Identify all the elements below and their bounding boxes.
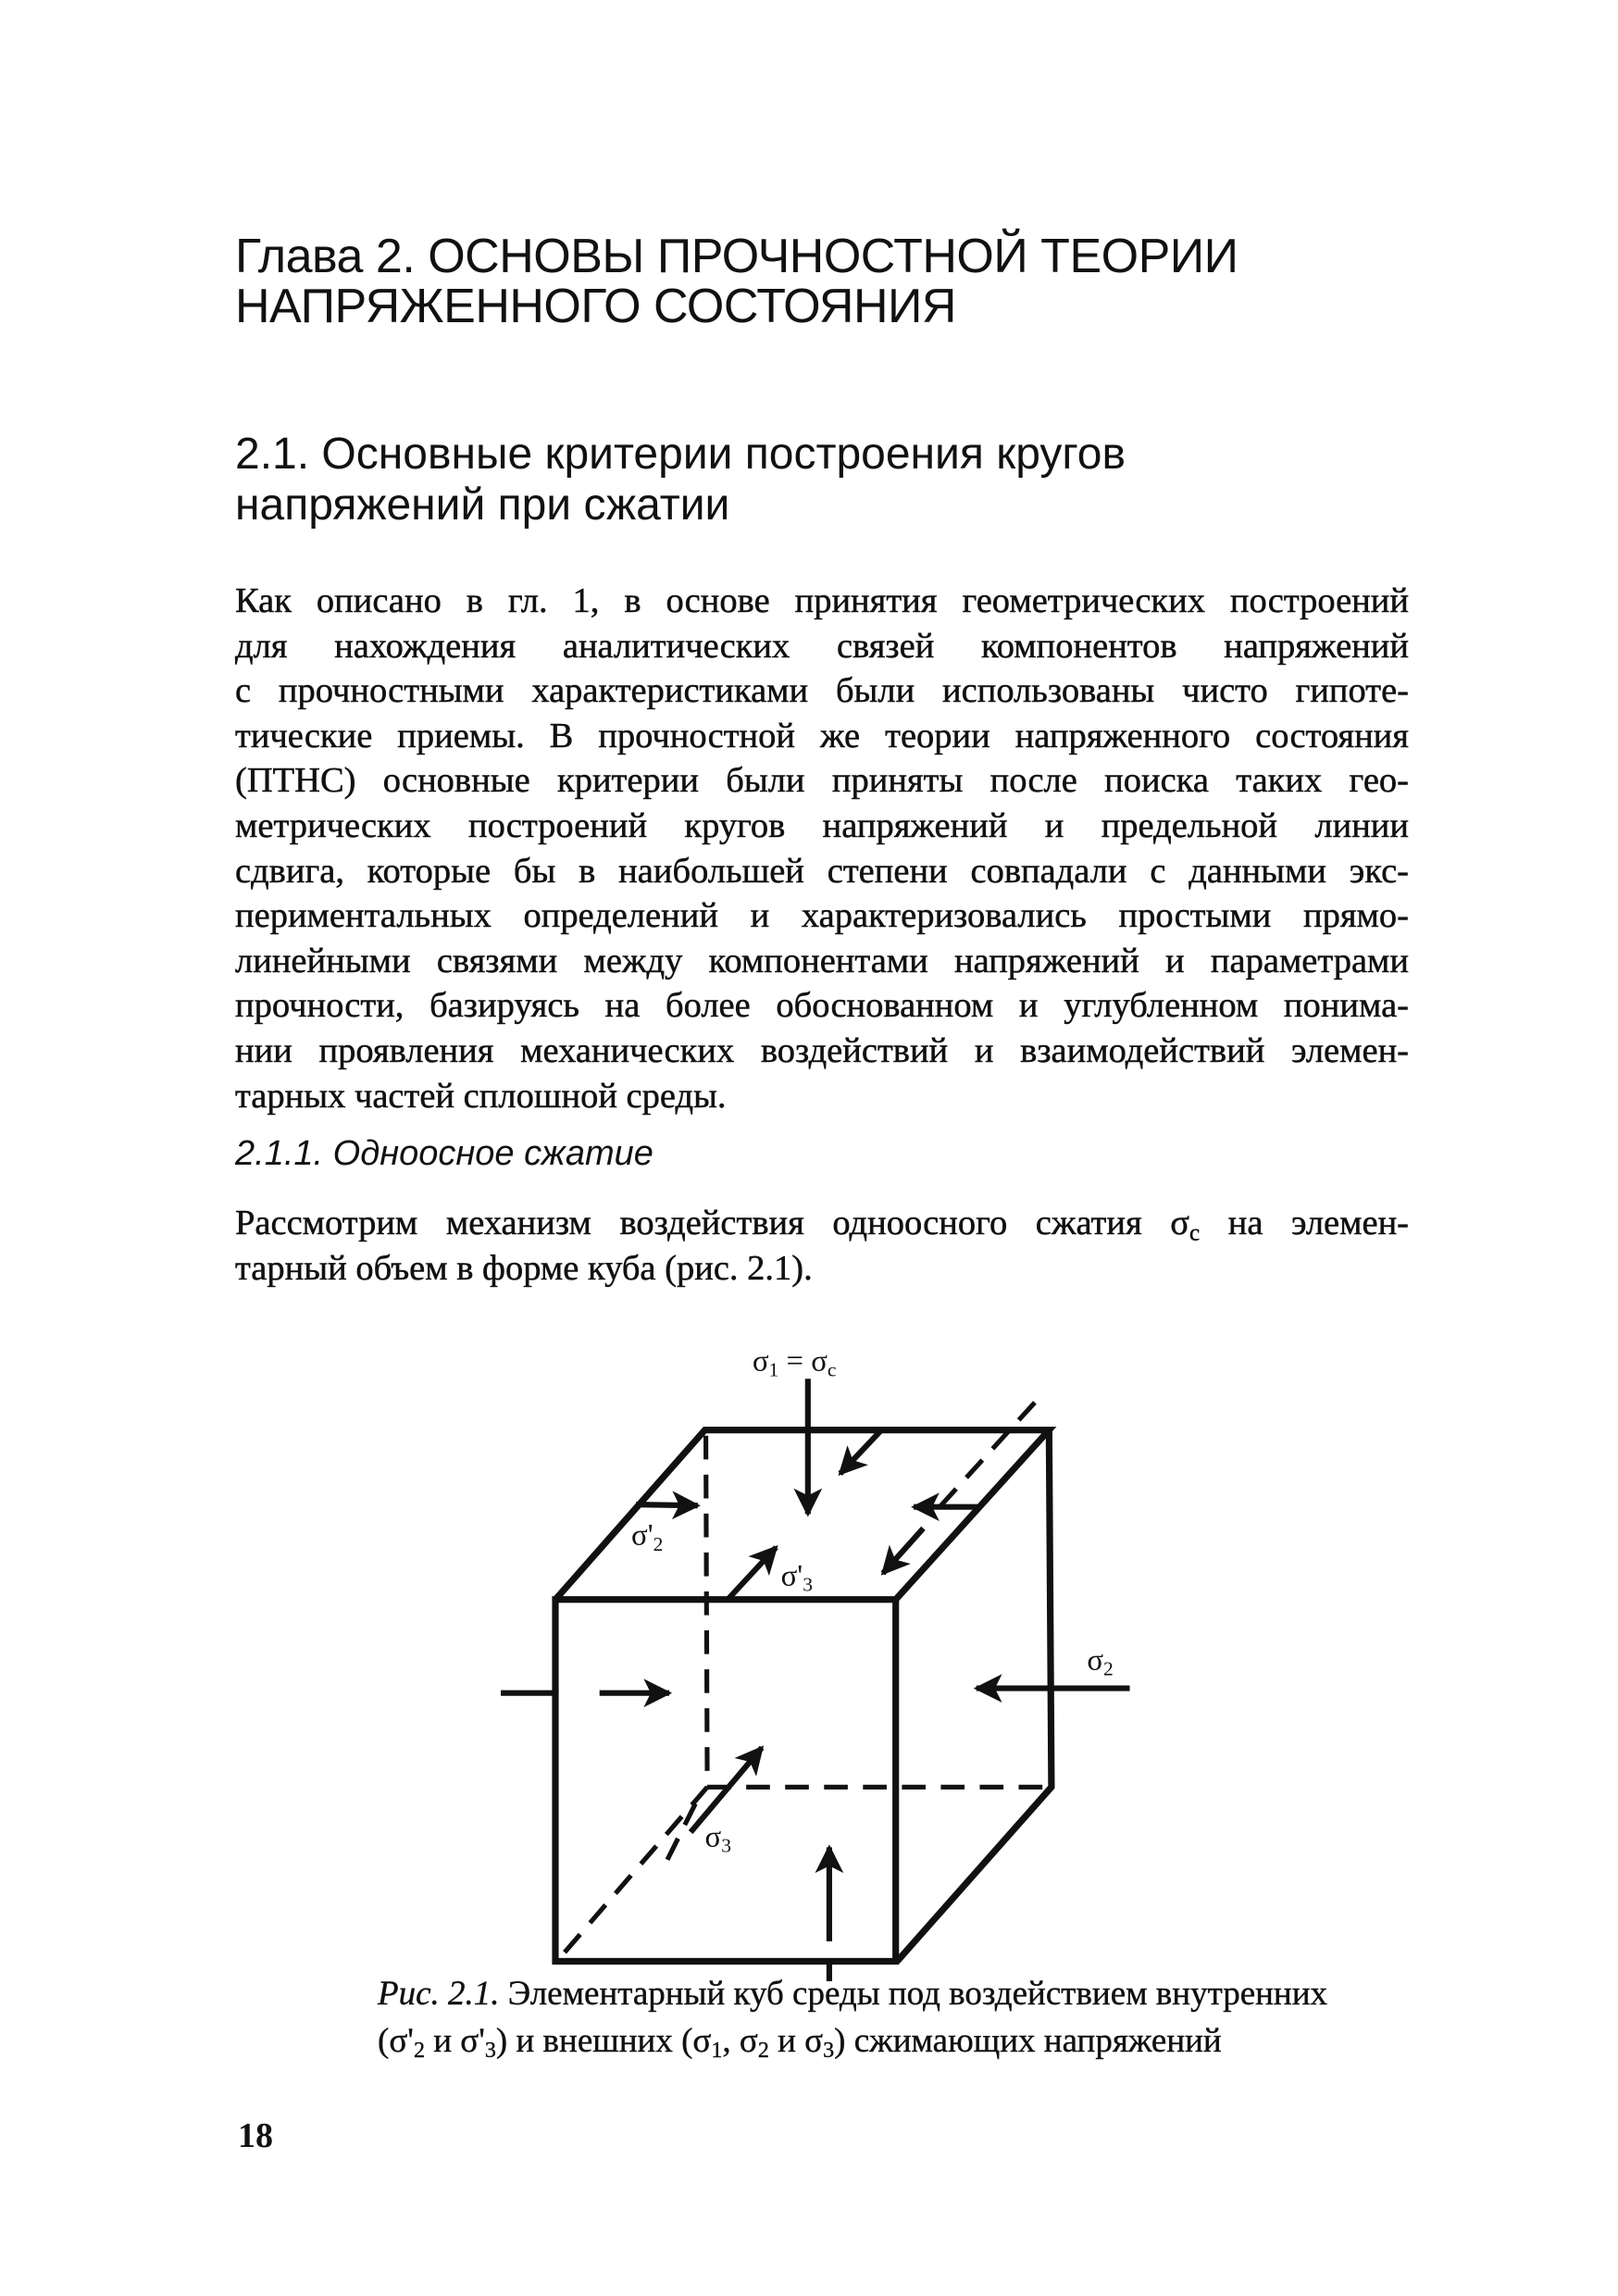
arrow-sigma3 xyxy=(691,1748,762,1832)
figure-label: Рис. 2.1. xyxy=(378,1975,500,2013)
label-sigma3: σ3 xyxy=(704,1820,732,1857)
caption-line xyxy=(378,2017,1340,2065)
arrow-sigma3-prime xyxy=(728,1547,776,1599)
subscript: c xyxy=(1189,1220,1201,1246)
cube-stress-figure xyxy=(463,1315,1203,1981)
label-sigma3-prime: σ'3 xyxy=(780,1559,813,1596)
text-line xyxy=(235,1201,1409,1246)
stress-arrows xyxy=(501,1379,1129,1981)
caption-text: и σ' xyxy=(424,2022,485,2060)
section-title-line: 2.1. Основные критерии построения кругов xyxy=(235,430,1126,479)
label-sigma2-prime: σ'2 xyxy=(631,1518,664,1555)
text-line: Как описано в гл. 1, в основе принятия геометрических построений xyxy=(235,581,1409,620)
text-line: прочности, базируясь на более обоснованном и углубленном понима- xyxy=(235,986,1409,1026)
cube-hidden-edges xyxy=(558,1403,1052,1961)
arrow-top-diagonal-2 xyxy=(883,1529,924,1574)
text-line: тарный объем в форме куба (рис. 2.1). xyxy=(235,1248,813,1288)
text-line: тические приемы. В прочностной же теории напряженного состояния xyxy=(235,716,1409,755)
text-line: нии проявления механических воздействий и взаимодействий элемен- xyxy=(235,1030,1409,1070)
caption-text: , σ xyxy=(722,2022,758,2060)
section-title-line: напряжений при сжатии xyxy=(235,480,730,530)
label-sigma2: σ2 xyxy=(1087,1643,1114,1680)
text-line: для нахождения аналитических связей компонентов напряжений xyxy=(235,626,1409,666)
subscript: 2 xyxy=(757,2039,769,2063)
caption-text: и σ xyxy=(768,2022,824,2060)
text-line: тарных частей сплошной среды. xyxy=(235,1076,727,1116)
text-line: сдвига, которые бы в наибольшей степени совпадали с данными экс- xyxy=(235,851,1409,891)
caption-text: Элементарный куб среды под воздействием внутренних xyxy=(499,1975,1328,2013)
text-span: на элемен- xyxy=(1200,1204,1409,1242)
chapter-title xyxy=(235,231,1238,331)
intro-paragraph xyxy=(235,579,1409,1118)
arrow-sigma2-prime xyxy=(636,1504,698,1505)
chapter-title-line: НАПРЯЖЕННОГО СОСТОЯНИЯ xyxy=(235,280,956,333)
figure-caption xyxy=(378,1970,1340,2065)
subscript: 3 xyxy=(484,2039,496,2063)
text-line: с прочностными характеристиками были использованы чисто гипоте- xyxy=(235,671,1409,711)
label-sigma1-eq-sigmac: σ1 = σc xyxy=(752,1344,837,1381)
arrow-top-diagonal xyxy=(840,1431,881,1474)
caption-text: ) и внешних (σ xyxy=(495,2022,712,2060)
subscript: 3 xyxy=(823,2039,835,2063)
caption-line xyxy=(378,1970,1340,2017)
text-span: Рассмотрим механизм воздействия одноосного сжатия σ xyxy=(235,1204,1190,1242)
subscript: 2 xyxy=(413,2039,425,2063)
text-line: метрических построений кругов напряжений и предельной линии xyxy=(235,805,1409,845)
text-line: периментальных определений и характеризовались простыми прямо- xyxy=(235,896,1409,936)
uniaxial-paragraph xyxy=(235,1201,1409,1291)
text-line: (ПТНС) основные критерии были приняты после поиска таких гео- xyxy=(235,761,1409,801)
page-number: 18 xyxy=(238,2116,273,2155)
chapter-title-line: Глава 2. ОСНОВЫ ПРОЧНОСТНОЙ ТЕОРИИ xyxy=(235,230,1238,283)
text-line: линейными связями между компонентами напряжений и параметрами xyxy=(235,941,1409,980)
subsection-title: 2.1.1. Одноосное сжатие xyxy=(235,1134,653,1173)
section-title xyxy=(235,429,1126,530)
caption-text: (σ' xyxy=(378,2022,414,2060)
subscript: 1 xyxy=(711,2039,723,2063)
caption-text: ) сжимающих напряжений xyxy=(834,2022,1222,2060)
